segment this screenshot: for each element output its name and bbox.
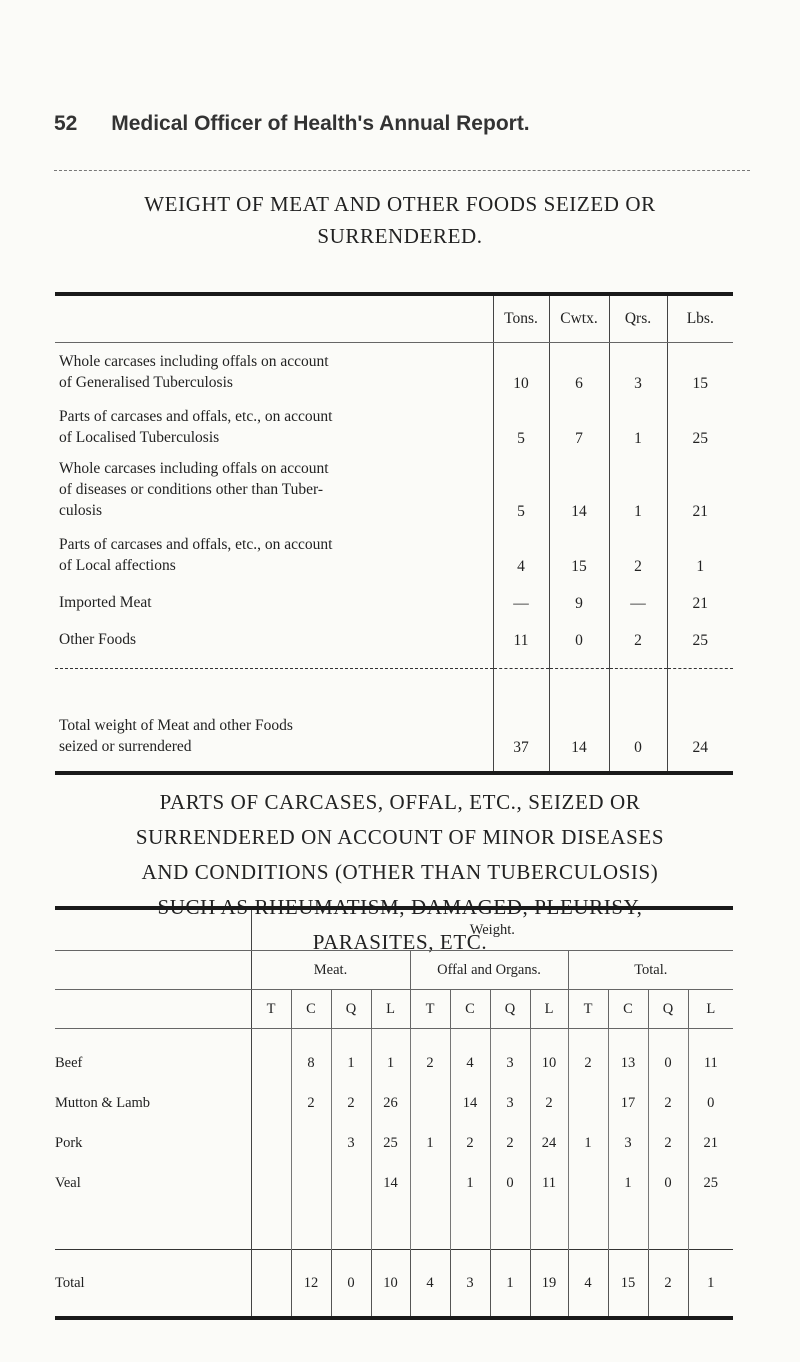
- cell: [331, 1163, 371, 1203]
- lbs-cell: 25: [667, 618, 733, 669]
- subcol-t: T: [568, 990, 608, 1029]
- col-header-cwts: Cwtx.: [549, 294, 609, 343]
- lbs-cell: 21: [667, 453, 733, 526]
- table-row: [55, 1123, 733, 1163]
- total-label: [55, 669, 493, 774]
- cell: 2: [530, 1083, 568, 1123]
- spacer-row: [55, 1203, 733, 1250]
- cell: 1: [608, 1163, 648, 1203]
- row-label: [55, 453, 493, 526]
- total-row: [55, 1250, 733, 1319]
- subcol-q: Q: [648, 990, 688, 1029]
- lbs-cell: 21: [667, 581, 733, 618]
- table2-blank-header: [55, 951, 251, 990]
- row-label-line: of diseases or conditions other than Tuber-: [59, 481, 324, 498]
- total-cell: 4: [410, 1250, 450, 1319]
- cell: 2: [331, 1083, 371, 1123]
- cell: [251, 1029, 291, 1084]
- section2-heading-line: SUCH AS RHEUMATISM, DAMAGED, PLEURISY,: [157, 895, 643, 919]
- qrs-cell: 2: [609, 526, 667, 581]
- table-row: [55, 618, 733, 669]
- cwts-cell: 0: [549, 618, 609, 669]
- row-label-line: of Localised Tuberculosis: [59, 429, 220, 446]
- total-lbs: 24: [667, 669, 733, 774]
- cell: [251, 1163, 291, 1203]
- subcol-c: C: [608, 990, 648, 1029]
- cell: 0: [648, 1163, 688, 1203]
- table-row: [55, 1163, 733, 1203]
- section1-heading-line: WEIGHT OF MEAT AND OTHER FOODS SEIZED OR: [144, 192, 656, 216]
- row-label-line: Parts of carcases and offals, etc., on account: [59, 408, 333, 425]
- row-label-line: of Local affections: [59, 557, 176, 574]
- row-label: Beef: [55, 1029, 251, 1084]
- total-cell: 19: [530, 1250, 568, 1319]
- table1-header-row: [55, 294, 733, 343]
- spacer-cell: [648, 1203, 688, 1250]
- section2-heading-line: AND CONDITIONS (OTHER THAN TUBERCULOSIS): [141, 860, 659, 884]
- cwts-cell: 15: [549, 526, 609, 581]
- minor-diseases-table: [55, 906, 733, 1320]
- lbs-cell: 25: [667, 398, 733, 453]
- total-qrs: 0: [609, 669, 667, 774]
- subcol-c: C: [291, 990, 331, 1029]
- cell: 3: [490, 1029, 530, 1084]
- cell: 1: [568, 1123, 608, 1163]
- subcol-t: T: [410, 990, 450, 1029]
- row-label: [55, 343, 493, 399]
- cell: 2: [450, 1123, 490, 1163]
- cell: 24: [530, 1123, 568, 1163]
- group-header-offal: Offal and Organs.: [410, 951, 568, 990]
- weight-of-foods-table: [55, 292, 733, 775]
- table-row: [55, 1029, 733, 1084]
- cell: [410, 1083, 450, 1123]
- col-header-tons: Tons.: [493, 294, 549, 343]
- qrs-cell: —: [609, 581, 667, 618]
- total-label-line: Total weight of Meat and other Foods: [59, 717, 293, 734]
- cell: 0: [688, 1083, 733, 1123]
- col-header-lbs: Lbs.: [667, 294, 733, 343]
- spacer-cell: [410, 1203, 450, 1250]
- cwts-cell: 7: [549, 398, 609, 453]
- lbs-cell: 15: [667, 343, 733, 399]
- cwts-cell: 6: [549, 343, 609, 399]
- spacer-cell: [608, 1203, 648, 1250]
- spacer-cell: [331, 1203, 371, 1250]
- tons-cell: —: [493, 581, 549, 618]
- table-row: [55, 453, 733, 526]
- cell: 0: [490, 1163, 530, 1203]
- group-header-row: [55, 951, 733, 990]
- section2-heading-line: PARASITES, ETC.: [312, 930, 488, 954]
- tons-cell: 10: [493, 343, 549, 399]
- qrs-cell: 1: [609, 398, 667, 453]
- row-label: [55, 398, 493, 453]
- subcol-l: L: [688, 990, 733, 1029]
- cell: 11: [688, 1029, 733, 1084]
- tons-cell: 5: [493, 398, 549, 453]
- cell: 1: [371, 1029, 410, 1084]
- cell: [568, 1083, 608, 1123]
- subcol-c: C: [450, 990, 490, 1029]
- subcol-l: L: [530, 990, 568, 1029]
- row-label: [55, 581, 493, 618]
- total-cell: 0: [331, 1250, 371, 1319]
- col-header-qrs: Qrs.: [609, 294, 667, 343]
- total-label-line: seized or surrendered: [59, 738, 192, 755]
- total-cwts: 14: [549, 669, 609, 774]
- qrs-cell: 2: [609, 618, 667, 669]
- spacer-cell: [688, 1203, 733, 1250]
- qrs-cell: 3: [609, 343, 667, 399]
- row-label-line: Whole carcases including offals on account: [59, 460, 329, 477]
- page-header: [54, 112, 530, 136]
- section2-heading-line: PARTS OF CARCASES, OFFAL, ETC., SEIZED OR: [159, 790, 641, 814]
- cell: 2: [648, 1123, 688, 1163]
- row-label-line: of Generalised Tuberculosis: [59, 374, 233, 391]
- total-cell: 4: [568, 1250, 608, 1319]
- total-cell: 2: [648, 1250, 688, 1319]
- cell: 2: [568, 1029, 608, 1084]
- cell: [568, 1163, 608, 1203]
- spacer-cell: [490, 1203, 530, 1250]
- cell: [291, 1123, 331, 1163]
- cell: 3: [331, 1123, 371, 1163]
- tons-cell: 11: [493, 618, 549, 669]
- spacer-cell: [291, 1203, 331, 1250]
- row-label: [55, 618, 493, 669]
- cell: 25: [371, 1123, 410, 1163]
- total-cell: [251, 1250, 291, 1319]
- qrs-cell: 1: [609, 453, 667, 526]
- cell: 2: [410, 1029, 450, 1084]
- weight-header: Weight.: [251, 908, 733, 951]
- cell: 1: [450, 1163, 490, 1203]
- cell: 4: [450, 1029, 490, 1084]
- row-label-line: Other Foods: [59, 631, 137, 648]
- total-cell: 1: [688, 1250, 733, 1319]
- total-cell: 3: [450, 1250, 490, 1319]
- cell: 26: [371, 1083, 410, 1123]
- cell: [410, 1163, 450, 1203]
- page-number: 52: [54, 112, 78, 135]
- cell: 21: [688, 1123, 733, 1163]
- row-label: Mutton & Lamb: [55, 1083, 251, 1123]
- row-label: Veal: [55, 1163, 251, 1203]
- cell: 3: [490, 1083, 530, 1123]
- total-row: [55, 669, 733, 774]
- row-label: Pork: [55, 1123, 251, 1163]
- spacer-cell: [55, 1203, 251, 1250]
- cell: 2: [291, 1083, 331, 1123]
- table-row: [55, 1083, 733, 1123]
- subcol-t: T: [251, 990, 291, 1029]
- total-label: Total: [55, 1250, 251, 1319]
- table2-blank-header: [55, 908, 251, 951]
- lbs-cell: 1: [667, 526, 733, 581]
- total-cell: 15: [608, 1250, 648, 1319]
- table-row: [55, 398, 733, 453]
- total-cell: 1: [490, 1250, 530, 1319]
- weight-header-row: [55, 908, 733, 951]
- group-header-total: Total.: [568, 951, 733, 990]
- spacer-cell: [371, 1203, 410, 1250]
- cwts-cell: 14: [549, 453, 609, 526]
- section2-heading-line: SURRENDERED ON ACCOUNT OF MINOR DISEASES: [135, 825, 665, 849]
- cell: 1: [410, 1123, 450, 1163]
- cell: [291, 1163, 331, 1203]
- section1-heading: [40, 188, 760, 252]
- cell: 13: [608, 1029, 648, 1084]
- subcolumn-header-row: [55, 990, 733, 1029]
- subcol-l: L: [371, 990, 410, 1029]
- cell: 1: [331, 1029, 371, 1084]
- cell: 10: [530, 1029, 568, 1084]
- report-title: Medical Officer of Health's Annual Report.: [111, 112, 530, 135]
- tons-cell: 5: [493, 453, 549, 526]
- total-tons: 37: [493, 669, 549, 774]
- cell: 17: [608, 1083, 648, 1123]
- cell: 25: [688, 1163, 733, 1203]
- spacer-cell: [450, 1203, 490, 1250]
- row-label-line: Whole carcases including offals on account: [59, 353, 329, 370]
- header-divider: [54, 170, 750, 171]
- group-header-meat: Meat.: [251, 951, 410, 990]
- spacer-cell: [568, 1203, 608, 1250]
- cell: [251, 1083, 291, 1123]
- tons-cell: 4: [493, 526, 549, 581]
- cell: 2: [490, 1123, 530, 1163]
- table1-blank-header: [55, 294, 493, 343]
- subcol-q: Q: [331, 990, 371, 1029]
- cwts-cell: 9: [549, 581, 609, 618]
- cell: [251, 1123, 291, 1163]
- table2-blank-header: [55, 990, 251, 1029]
- total-cell: 10: [371, 1250, 410, 1319]
- cell: 8: [291, 1029, 331, 1084]
- cell: 2: [648, 1083, 688, 1123]
- spacer-cell: [251, 1203, 291, 1250]
- cell: 14: [371, 1163, 410, 1203]
- cell: 14: [450, 1083, 490, 1123]
- cell: 11: [530, 1163, 568, 1203]
- total-cell: 12: [291, 1250, 331, 1319]
- cell: 3: [608, 1123, 648, 1163]
- table-row: [55, 526, 733, 581]
- table-row: [55, 581, 733, 618]
- subcol-q: Q: [490, 990, 530, 1029]
- row-label-line: Imported Meat: [59, 594, 152, 611]
- cell: 0: [648, 1029, 688, 1084]
- spacer-cell: [530, 1203, 568, 1250]
- section1-heading-line: SURRENDERED.: [317, 224, 483, 248]
- table-row: [55, 343, 733, 399]
- row-label-line: Parts of carcases and offals, etc., on account: [59, 536, 333, 553]
- row-label-line: culosis: [59, 502, 103, 519]
- row-label: [55, 526, 493, 581]
